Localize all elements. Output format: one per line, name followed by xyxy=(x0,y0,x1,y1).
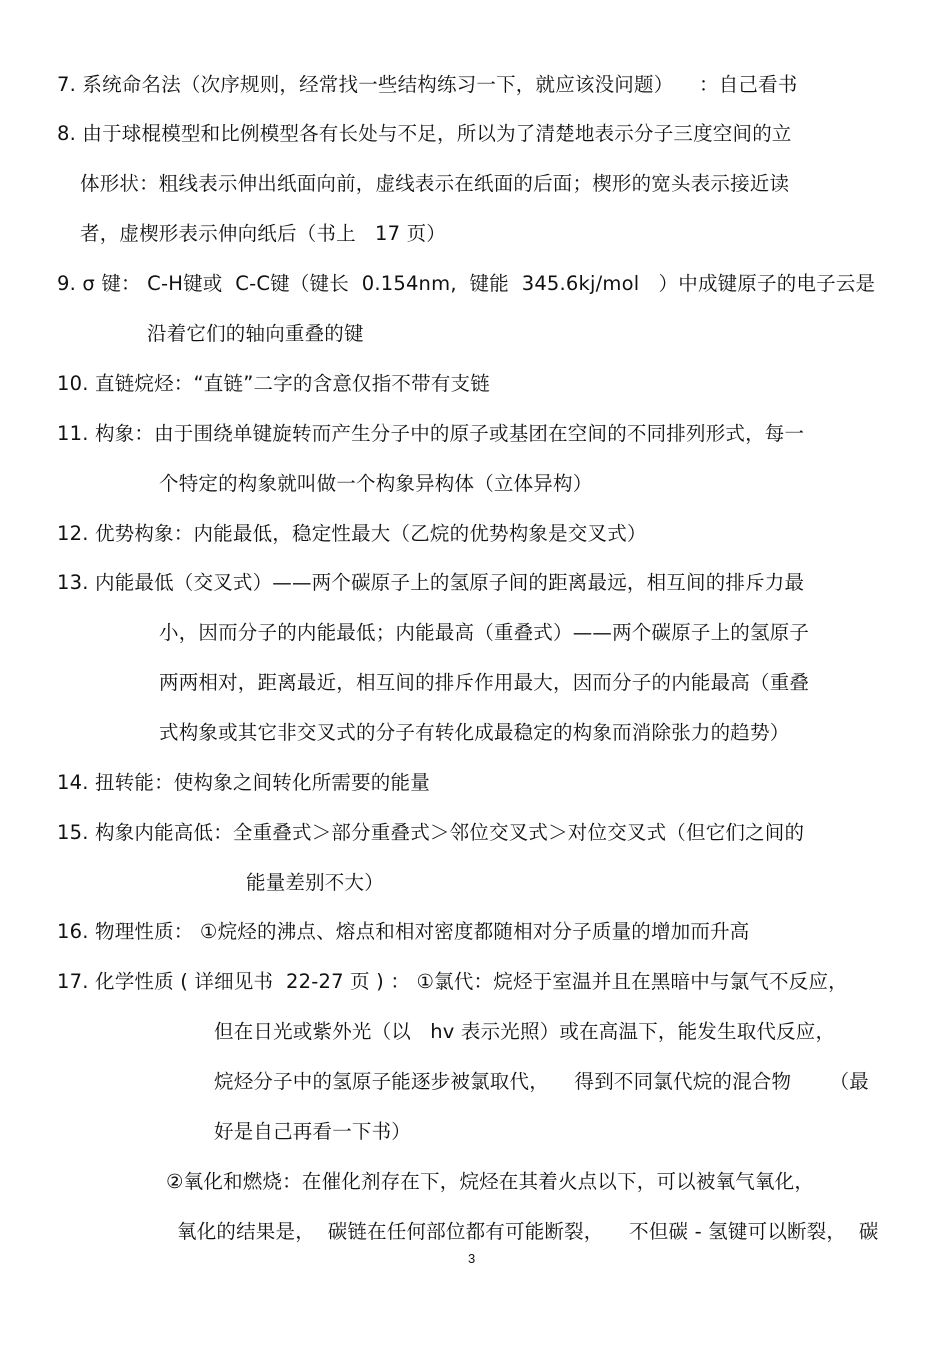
text-line: 沿着它们的轴向重叠的键 xyxy=(147,322,364,345)
text-line: 个特定的构象就叫做一个构象异构体（立体异构） xyxy=(159,472,593,495)
text-line: 能量差别不大） xyxy=(246,871,384,894)
text-line: 8. 由于球棍模型和比例模型各有长处与不足，所以为了清楚地表示分子三度空间的立 xyxy=(57,122,792,145)
text-line: 好是自己再看一下书） xyxy=(214,1120,412,1143)
text-line: 11. 构象：由于围绕单键旋转而产生分子中的原子或基团在空间的不同排列形式，每一 xyxy=(57,422,805,445)
text-line: 式构象或其它非交叉式的分子有转化成最稳定的构象而消除张力的趋势） xyxy=(159,721,790,744)
text-line: 17. 化学性质 ( 详细见书 22-27 页 ) ： ①氯代：烷烃于室温并且在黑暗中与氯气不反应， xyxy=(57,970,848,993)
text-line: 14. 扭转能：使构象之间转化所需要的能量 xyxy=(57,771,430,794)
text-line: 烷烃分子中的氢原子能逐步被氯取代， 得到不同氯代烷的混合物 （最 xyxy=(214,1070,869,1093)
text-line: 10. 直链烷烃：“直链”二字的含意仅指不带有支链 xyxy=(57,372,490,395)
text-line: 12. 优势构象：内能最低，稳定性最大（乙烷的优势构象是交叉式） xyxy=(57,522,647,545)
text-line: 15. 构象内能高低：全重叠式＞部分重叠式＞邻位交叉式＞对位交叉式（但它们之间的 xyxy=(57,821,805,844)
page-number: 3 xyxy=(468,1251,476,1266)
text-line: 氧化的结果是， 碳链在任何部位都有可能断裂， 不但碳 - 氢键可以断裂， 碳 xyxy=(177,1220,879,1243)
text-line: 体形状：粗线表示伸出纸面向前，虚线表示在纸面的后面；楔形的宽头表示接近读 xyxy=(80,172,790,195)
text-line: 者，虚楔形表示伸向纸后（书上 17 页） xyxy=(80,222,447,245)
text-line: ②氧化和燃烧：在催化剂存在下，烷烃在其着火点以下，可以被氧气氧化， xyxy=(166,1170,815,1193)
text-line: 两两相对，距离最近，相互间的排斥作用最大，因而分子的内能最高（重叠 xyxy=(159,671,810,694)
text-line: 小，因而分子的内能最低；内能最高（重叠式）——两个碳原子上的氢原子 xyxy=(159,621,810,644)
text-line: 13. 内能最低（交叉式）——两个碳原子上的氢原子间的距离最远，相互间的排斥力最 xyxy=(57,571,805,594)
text-line: 16. 物理性质： ①烷烃的沸点、熔点和相对密度都随相对分子质量的增加而升高 xyxy=(57,920,750,943)
text-line: 7. 系统命名法（次序规则，经常找一些结构练习一下，就应该没问题） ：自己看书 xyxy=(57,73,798,96)
text-line: 9. σ 键： C-H键或 C-C键（键长 0.154nm, 键能 345.6kj/mol ）中成键原子的电子云是 xyxy=(57,272,876,295)
text-line: 但在日光或紫外光（以 hv 表示光照）或在高温下，能发生取代反应， xyxy=(214,1020,836,1043)
